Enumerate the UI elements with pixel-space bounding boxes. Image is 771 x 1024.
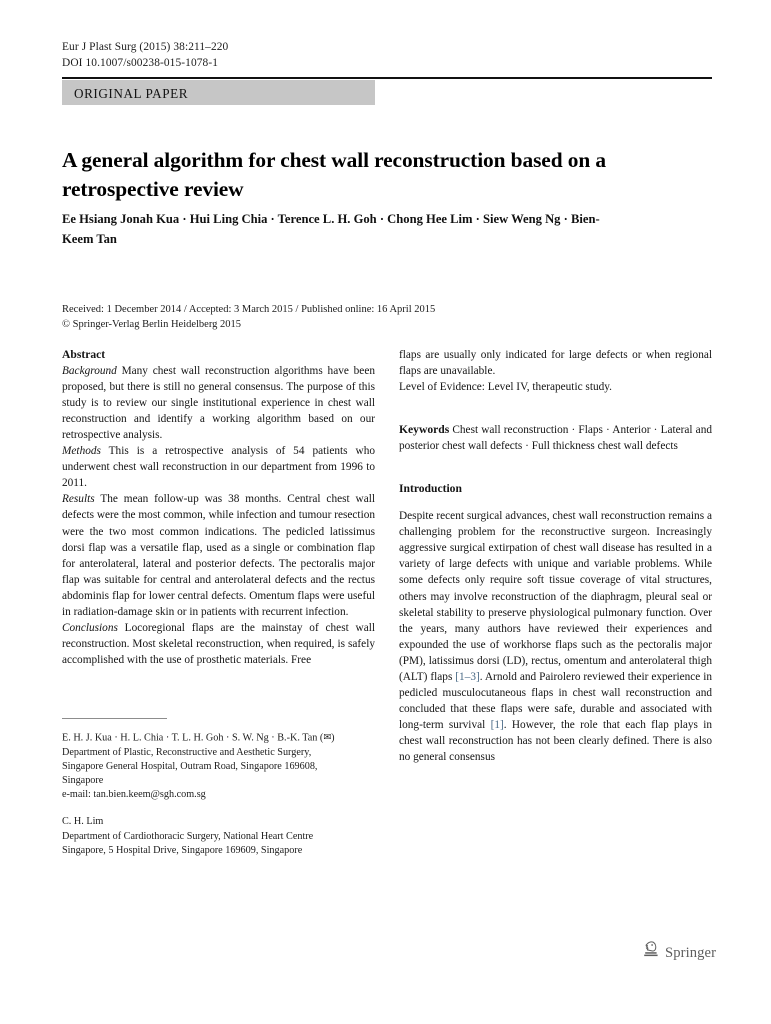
abstract-background-text: Many chest wall reconstruction algorithms have been proposed, but there is still no general consensus. The purpose of this study is to review our single institutional experience in chest wall reconstruction and identify a working algorithm based on our retrospective analysis.: [62, 365, 375, 442]
envelope-icon: ✉: [323, 733, 332, 743]
abstract-methods-text: This is a retrospective analysis of 54 patients who underwent chest wall reconstruction in our department from 1996 to 2011.: [62, 445, 375, 490]
affiliation-2-line-1: Department of Cardiothoracic Surgery, National Heart Centre: [62, 830, 314, 842]
footnote-divider-rule: [62, 718, 167, 719]
level-of-evidence: Level of Evidence: Level IV, therapeutic study.: [399, 381, 612, 394]
springer-wordmark: Springer: [665, 944, 717, 961]
journal-citation-line: Eur J Plast Surg (2015) 38:211–220: [62, 41, 229, 53]
corresponding-author-line: [62, 731, 392, 746]
abstract-continuation: flaps are usually only indicated for large defects or when regional flaps are unavailable.: [399, 349, 712, 378]
paper-type-label: ORIGINAL PAPER: [74, 86, 189, 101]
page-title: A general algorithm for chest wall reconstruction based on a retrospective review: [62, 148, 606, 202]
keywords-block: [399, 422, 712, 454]
springer-knight-icon: [643, 941, 660, 965]
abstract-background-label: Background: [62, 365, 117, 378]
intro-text-a: Despite recent surgical advances, chest wall reconstruction remains a challenging problem for the reconstructive surgeon. Increasingly aggressive surgical extirpation of chest wall disease has resulted in a variety of large defects with unique and variable problems. While some defects only require soft tissue coverage of vital structures, others may involve reconstruction of the diaphragm, pleural seal or skeletal stability to preserve physiological pulmonary function. Over the years, many authors have reviewed their experiences and expounded the use of workhorse flaps such as the pectoralis major (PM), latissimus dorsi (LD), rectus, omentum and anterolateral thigh (ALT) flaps: [399, 510, 712, 683]
footnote-author-names: E. H. J. Kua · H. L. Chia · T. L. H. Goh · S. W. Ng · B.-K. Tan (: [62, 732, 324, 744]
abstract-results: [62, 491, 375, 619]
abstract-methods: [62, 443, 375, 491]
keywords-label: Keywords: [399, 423, 450, 437]
keywords-spacer: [399, 395, 712, 422]
abstract-methods-label: Methods: [62, 445, 101, 458]
affiliation-1-line-3: Singapore: [62, 775, 104, 786]
publication-dates: [62, 303, 435, 332]
abstract-results-text: The mean follow-up was 38 months. Central chest wall defects were the most common, while infection and tumour resection were the two most common indications. The pedicled latissimus dorsi flap was a versatile flap, used as a single or combination flap for anterolateral, lateral and posterior defects. The pectoralis major flap was suitable for central and anterolateral defects and the rectus abdominis flap for lower central defects. Omentum flaps were useful in radiation-damage skin or in patients with recurrent infection.: [62, 493, 375, 618]
affiliation-2-line-2: Singapore, 5 Hospital Drive, Singapore 169609, Singapore: [62, 844, 303, 856]
header-divider-rule: [62, 77, 712, 79]
introduction-paragraph-1: [399, 508, 712, 765]
intro-text-c: . However, the role that each flap plays in chest wall reconstruction has not been clearly defined. There is also no general consensus: [399, 718, 712, 763]
citation-link-1[interactable]: [1]: [490, 718, 504, 731]
introduction-column: [399, 347, 712, 765]
journal-header: [62, 40, 228, 71]
keywords-text: Chest wall reconstruction · Flaps · Anterior · Lateral and posterior chest wall defects · Full thickness chest wall defects: [399, 424, 712, 453]
citation-link-1-3[interactable]: [1–3]: [455, 670, 480, 683]
abstract-heading: Abstract: [62, 348, 106, 361]
publisher-logo: [643, 941, 716, 965]
abstract-background: [62, 363, 375, 443]
affiliation-1-line-1: Department of Plastic, Reconstructive and Aesthetic Surgery,: [62, 746, 312, 758]
footnote-author-2: C. H. Lim: [62, 816, 104, 828]
abstract-column: [62, 347, 375, 668]
received-accepted-line: Received: 1 December 2014 / Accepted: 3 March 2015 / Published online: 16 April 2015: [62, 304, 436, 315]
introduction-heading: Introduction: [399, 482, 462, 496]
abstract-results-label: Results: [62, 493, 95, 506]
abstract-conclusions-label: Conclusions: [62, 621, 118, 634]
author-list: Ee Hsiang Jonah Kua · Hui Ling Chia · Terence L. H. Goh · Chong Hee Lim · Siew Weng Ng · Bien-Keem Tan: [62, 212, 600, 246]
journal-doi-line: DOI 10.1007/s00238-015-1078-1: [62, 56, 219, 69]
footnote-spacer: [62, 802, 392, 815]
footnote-author-names-close: ): [331, 732, 335, 744]
corresponding-email[interactable]: e-mail: tan.bien.keem@sgh.com.sg: [62, 789, 206, 801]
introduction-spacer: [399, 454, 712, 481]
introduction-heading-spacer: [399, 497, 712, 508]
abstract-conclusions: [62, 620, 375, 668]
affiliation-1-line-2: Singapore General Hospital, Outram Road, Singapore 169608,: [62, 760, 318, 772]
abstract-conclusions-text: Locoregional flaps are the mainstay of chest wall reconstruction. Most skeletal reconstruction, when required, is safely accomplished with the use of prosthetic materials. Free: [62, 621, 375, 666]
copyright-line: © Springer-Verlag Berlin Heidelberg 2015: [62, 318, 242, 330]
author-affiliation-footnote: [62, 731, 392, 858]
intro-text-b: . Arnold and Pairolero reviewed their experience in pedicled musculocutaneous flaps in chest wall reconstruction and concluded that these flaps were safe, durable and associated with long-term survival: [399, 670, 713, 731]
